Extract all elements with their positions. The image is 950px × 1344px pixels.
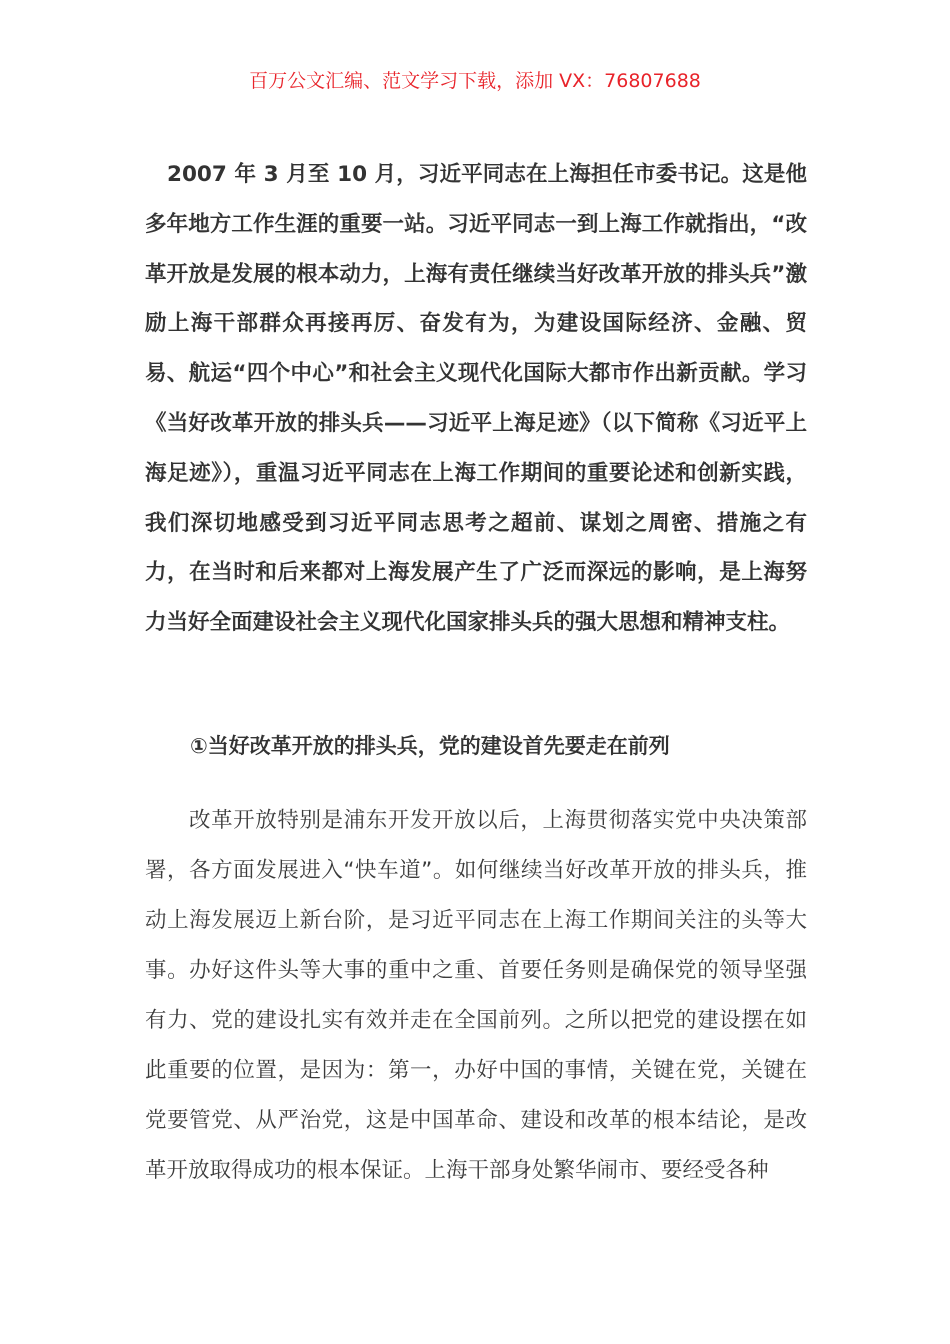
section-heading: ①当好改革开放的排头兵，党的建设首先要走在前列: [190, 734, 670, 758]
intro-paragraph: 2007 年 3 月至 10 月，习近平同志在上海担任市委书记。这是他多年地方工作生涯的重要一站。习近平同志一到上海工作就指出，“改革开放是发展的根本动力，上海有责任继续当好改革开放的排头兵”激励上海干部群众再接再厉、奋发有为，为建设国际经济、金融、贸易、航运“四个中心”和社会主义现代化国际大都市作出新贡献。学习《当好改革开放的排头兵——习近平上海足迹》（以下简称《习近平上海足迹》），重温习近平同志在上海工作期间的重要论述和创新实践，我们深切地感受到习近平同志思考之超前、谋划之周密、措施之有力，在当时和后来都对上海发展产生了广泛而深远的影响，是上海努力当好全面建设社会主义现代化国家排头兵的强大思想和精神支柱。: [145, 162, 807, 636]
body-paragraph: 改革开放特别是浦东开发开放以后，上海贯彻落实党中央决策部署，各方面发展进入“快车道”。如何继续当好改革开放的排头兵，推动上海发展迈上新台阶，是习近平同志在上海工作期间关注的头等大事。办好这件头等大事的重中之重、首要任务则是确保党的领导坚强有力、党的建设扎实有效并走在全国前列。之所以把党的建设摆在如此重要的位置，是因为：第一，办好中国的事情，关键在党，关键在党要管党、从严治党，这是中国革命、建设和改革的根本结论，是改革开放取得成功的根本保证。上海干部身处繁华闹市、要经受各种: [145, 808, 807, 1183]
watermark-header: 百万公文汇编、范文学习下载，添加 VX：76807688: [249, 70, 701, 92]
